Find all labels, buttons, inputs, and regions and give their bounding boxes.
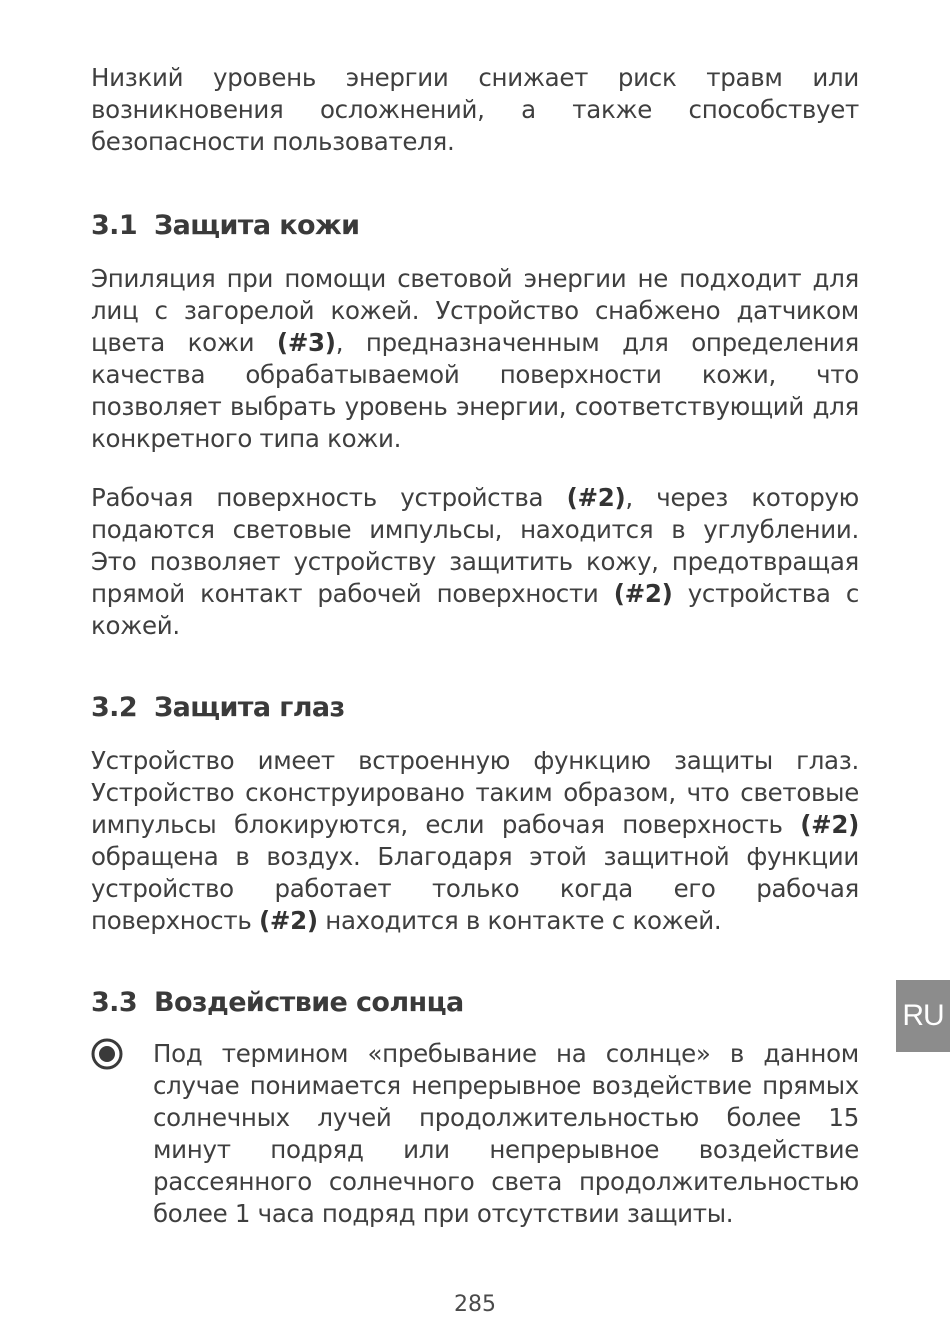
part-reference: (#2) [566,483,626,512]
text-run: находится в контакте с кожей. [317,906,722,935]
section-title: Защита кожи [154,210,360,241]
document-body [91,62,859,1230]
section-title: Воздействие солнца [154,987,464,1018]
section-title: Защита глаз [154,692,345,723]
section-heading-3-1 [91,210,859,241]
text-run: Устройство имеет встроенную функцию защиты глаз. Устройство сконструировано таким образом, что световые импульсы блокируются, если рабочая поверхность [91,746,859,839]
part-reference: (#2) [258,906,318,935]
text-run: , через которую подаются световые импульсы, находится в углублении. Это позволяет устройству защитить кожу, предотвращая прямой контакт рабочей поверхности [91,483,859,608]
text-run: обращена в воздух. Благодаря этой защитной функции устройство работает только когда его рабочая поверхность [91,842,859,935]
text-run: устройства с кожей. [91,579,859,640]
section-heading-3-2 [91,692,859,723]
text-run: Рабочая поверхность устройства [91,483,567,512]
text-run: , предназначенным для определения качества обрабатываемой поверхности кожи, что позволяет выбрать уровень энергии, соответствующий для конкретного типа кожи. [91,328,859,453]
skin-protection-paragraph-1 [91,263,859,455]
sun-exposure-text: Под термином «пребывание на солнце» в данном случае понимается непрерывное воздействие прямых солнечных лучей продолжительностью более 15 минут подряд или непрерывное воздействие рассеянного солнечного света продолжительностью более 1 часа подряд при отсутствии защиты. [153,1039,859,1228]
section-number: 3.2 [91,692,138,723]
text-run: Эпиляция при помощи световой энергии не подходит для лиц с загорелой кожей. Устройство снабжено датчиком цвета кожи [91,264,859,357]
section-number: 3.3 [91,987,138,1018]
part-reference: (#2) [800,810,859,839]
language-tab: RU [896,980,950,1052]
part-reference: (#3) [276,328,336,357]
page-number: 285 [454,1292,496,1317]
radio-bullet-icon [91,1038,123,1070]
skin-protection-paragraph-2 [91,482,859,642]
part-reference: (#2) [613,579,673,608]
section-number: 3.1 [91,210,138,241]
eye-protection-paragraph [91,745,859,937]
sun-exposure-bullet [91,1038,859,1230]
intro-paragraph: Низкий уровень энергии снижает риск травм или возникновения осложнений, а также способствует безопасности пользователя. [91,63,859,156]
section-heading-3-3 [91,987,859,1018]
